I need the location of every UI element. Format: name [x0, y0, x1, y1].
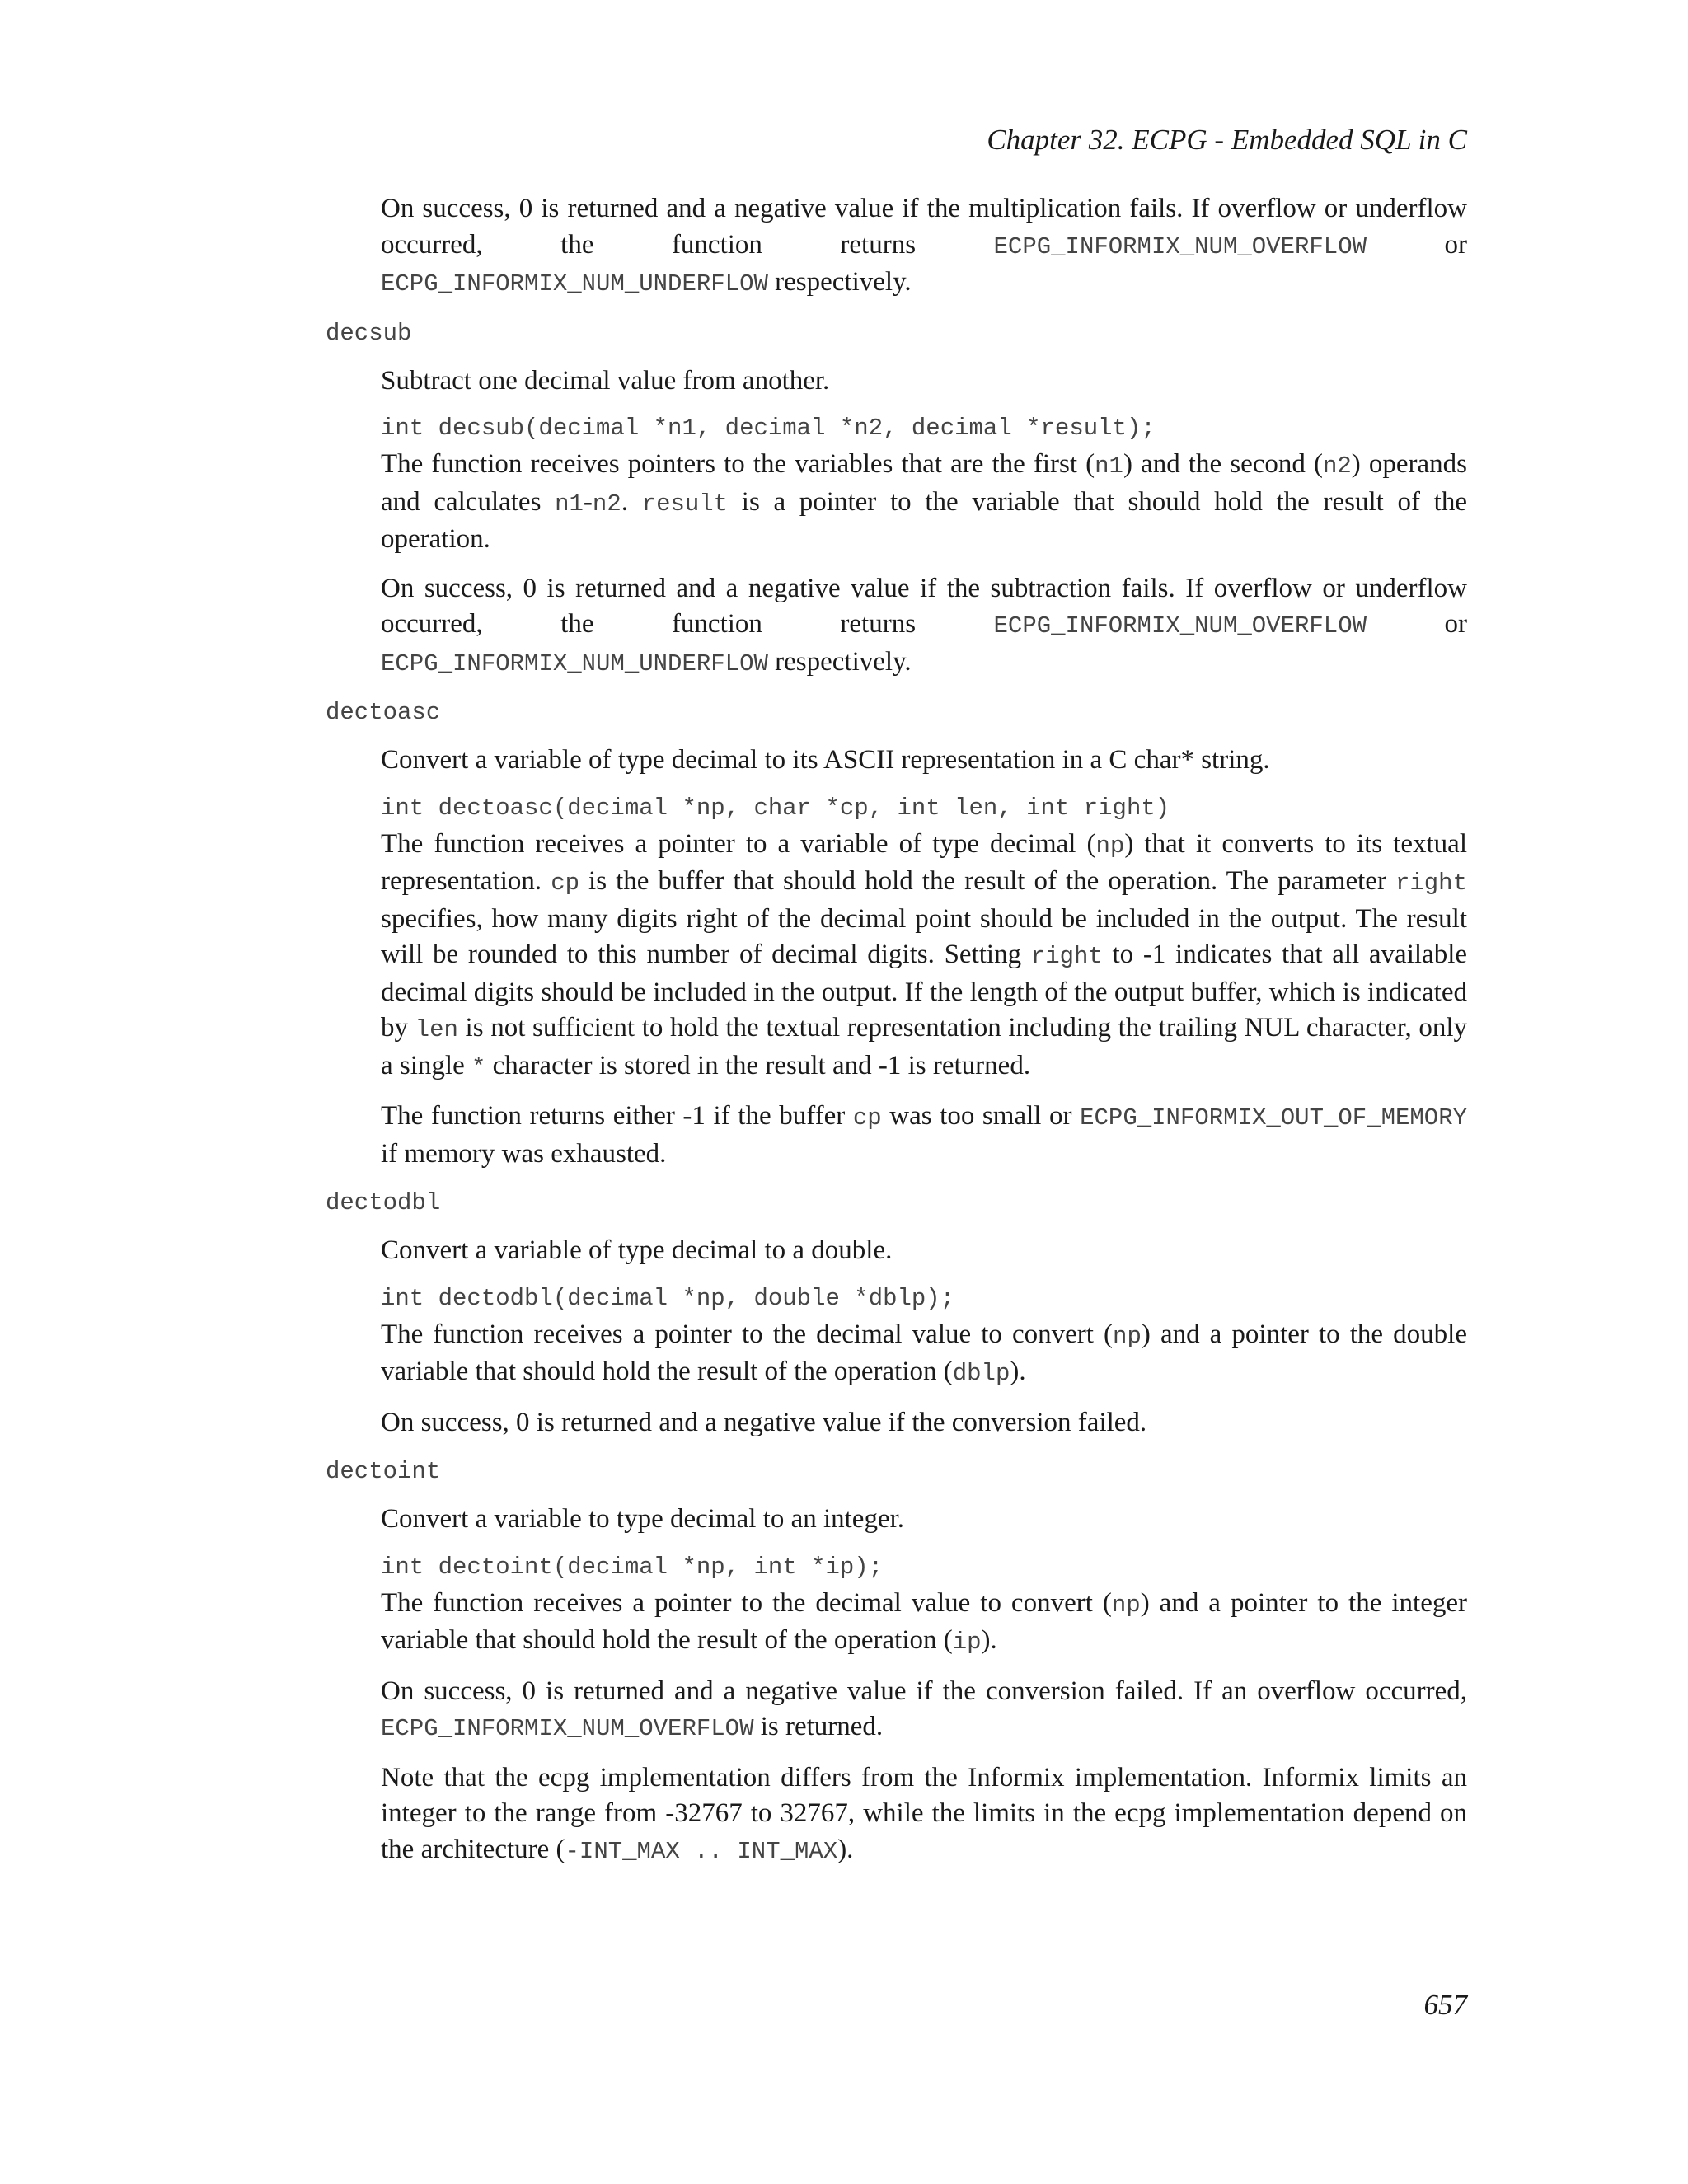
code-cp: cp: [551, 869, 580, 897]
text-run: ) operands and calculates: [381, 449, 1467, 517]
term-decsub: decsub: [326, 319, 412, 347]
text-run: ) and the second (: [1123, 449, 1323, 479]
multiplication-return-paragraph: [381, 191, 1467, 302]
code-underflow: ECPG_INFORMIX_NUM_UNDERFLOW: [381, 649, 768, 677]
text-run: or: [1367, 609, 1467, 639]
code-cp: cp: [852, 1104, 882, 1132]
decsub-description: [381, 447, 1467, 558]
text-run: ) that it converts to its textual representation.: [381, 828, 1467, 896]
code-np: np: [1113, 1322, 1142, 1350]
dectodbl-definition: [381, 1233, 1467, 1441]
code-ip: ip: [952, 1629, 982, 1656]
dectodbl-summary: Convert a variable of type decimal to a double.: [381, 1235, 893, 1265]
term-dectoint: dectoint: [326, 1458, 441, 1485]
dectoint-definition: [381, 1502, 1467, 1869]
running-header: Chapter 32. ECPG - Embedded SQL in C: [987, 124, 1467, 156]
code-right: right: [1395, 869, 1467, 897]
text-run: ).: [837, 1834, 854, 1864]
dectoasc-definition: [381, 743, 1467, 1172]
decsub-definition: [381, 363, 1467, 682]
text-run: The function receives pointers to the variables that are the first (: [381, 449, 1095, 479]
text-run: The function receives a pointer to the decimal value to convert (: [381, 1319, 1114, 1349]
code-overflow: ECPG_INFORMIX_NUM_OVERFLOW: [993, 612, 1367, 640]
text-run: character is stored in the result and -1 is returned.: [485, 1050, 1031, 1080]
term-dectoasc: dectoasc: [326, 699, 441, 726]
decsub-prototype: int decsub(decimal *n1, decimal *n2, decimal *result);: [381, 415, 1156, 442]
text-run: is not sufficient to hold the textual representation including the trailing NUL character, only a single: [381, 1013, 1468, 1080]
text-run: respectively.: [767, 267, 912, 297]
code-out-of-memory: ECPG_INFORMIX_OUT_OF_MEMORY: [1080, 1104, 1468, 1132]
dectoasc-prototype: int dectoasc(decimal *np, char *cp, int len, int right): [381, 794, 1170, 822]
page-content: [326, 191, 1467, 1882]
code-overflow: ECPG_INFORMIX_NUM_OVERFLOW: [381, 1715, 754, 1742]
text-run: ).: [1010, 1357, 1026, 1386]
dectoint-summary: Convert a variable to type decimal to an integer.: [381, 1504, 905, 1534]
text-run: is returned.: [753, 1712, 884, 1741]
text-run: ).: [981, 1625, 997, 1655]
code-int-max-range: -INT_MAX .. INT_MAX: [565, 1837, 838, 1865]
intro-section: [381, 191, 1467, 302]
dectodbl-return-paragraph: On success, 0 is returned and a negative value if the conversion failed.: [381, 1407, 1147, 1437]
dectoint-return-paragraph: [381, 1674, 1467, 1747]
code-asterisk: *: [471, 1053, 486, 1081]
dectoint-description: [381, 1586, 1467, 1661]
text-run: On success, 0 is returned and a negative value if the conversion failed. If an overflow occurred,: [381, 1675, 1467, 1706]
dectodbl-description: [381, 1317, 1467, 1392]
code-result: result: [641, 490, 729, 518]
text-run: is a pointer to the variable that should hold the result of the operation.: [381, 486, 1467, 554]
code-right: right: [1030, 943, 1103, 970]
text-run: was too small or: [881, 1101, 1081, 1131]
text-run: On success, 0 is returned and a negative value if the multiplication fails. If overflow or underflow occurred, the function returns: [381, 194, 1467, 260]
term-dectodbl: dectodbl: [326, 1189, 441, 1216]
text-run: is the buffer that should hold the result of the operation. The parameter: [579, 866, 1395, 896]
text-run: to -1 indicates that all available decimal digits should be included in the output. If the length of the output buffer, which is indicated by: [381, 940, 1468, 1043]
code-np: np: [1111, 1591, 1141, 1619]
text-run: ) and a pointer to the integer variable that should hold the result of the operation (: [381, 1587, 1467, 1655]
code-len: len: [415, 1016, 458, 1043]
code-dblp: dblp: [952, 1360, 1010, 1387]
text-run: On success, 0 is returned and a negative value if the subtraction fails. If overflow or underflow occurred, the function returns: [381, 573, 1467, 639]
code-underflow: ECPG_INFORMIX_NUM_UNDERFLOW: [381, 270, 768, 298]
decsub-summary: Subtract one decimal value from another.: [381, 365, 830, 396]
text-run: or: [1367, 229, 1467, 260]
code-n1: n1: [555, 490, 584, 518]
text-run: The function returns either -1 if the buffer: [381, 1101, 853, 1131]
text-run: -: [583, 486, 593, 517]
text-run: The function receives a pointer to the decimal value to convert (: [381, 1587, 1112, 1618]
text-run: Note that the ecpg implementation differs from the Informix implementation. Informix limits an integer to the range from -32767 to 32767, while the limits in the ecpg implementation depend on the architecture (: [381, 1762, 1467, 1864]
dectoasc-description: [381, 827, 1467, 1086]
dectoint-note-paragraph: [381, 1760, 1467, 1870]
text-run: specifies, how many digits right of the decimal point should be included in the output. The result will be rounded to this number of decimal digits. Setting: [381, 903, 1467, 969]
text-run: .: [621, 486, 642, 517]
code-np: np: [1095, 832, 1125, 860]
code-overflow: ECPG_INFORMIX_NUM_OVERFLOW: [993, 232, 1367, 260]
code-n2: n2: [592, 490, 621, 518]
text-run: ) and a pointer to the double variable that should hold the result of the operation (: [381, 1319, 1467, 1386]
decsub-return-paragraph: [381, 571, 1467, 682]
dectoint-prototype: int dectoint(decimal *np, int *ip);: [381, 1553, 884, 1581]
text-run: respectively.: [767, 646, 912, 677]
dectoasc-summary: Convert a variable of type decimal to its ASCII representation in a C char* string.: [381, 745, 1270, 775]
code-n1: n1: [1095, 452, 1123, 480]
text-run: The function receives a pointer to a variable of type decimal (: [381, 828, 1096, 859]
text-run: if memory was exhausted.: [381, 1138, 667, 1169]
dectoasc-return-paragraph: [381, 1099, 1467, 1172]
page-number: 657: [1423, 1989, 1467, 2021]
dectodbl-prototype: int dectodbl(decimal *np, double *dblp);: [381, 1284, 955, 1312]
code-n2: n2: [1322, 452, 1352, 480]
